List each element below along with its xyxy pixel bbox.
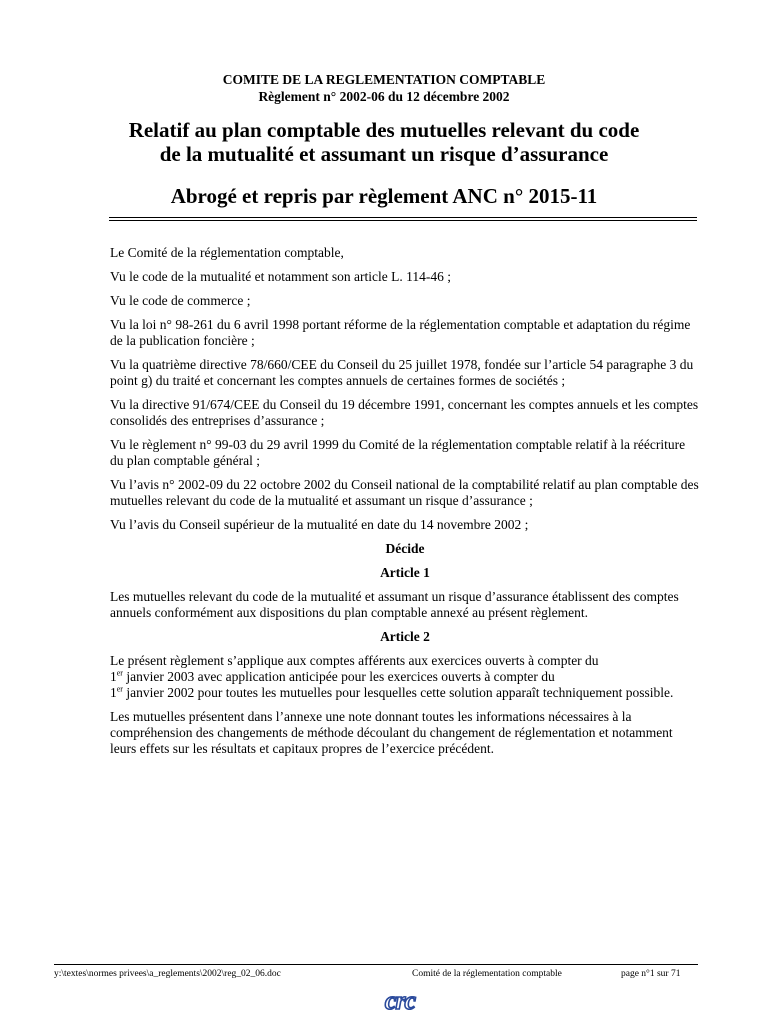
subtitle: Abrogé et repris par règlement ANC n° 2015-11 bbox=[170, 184, 598, 208]
committee-name: COMITE DE LA REGLEMENTATION COMPTABLE bbox=[222, 72, 546, 87]
visa-avis-cnc: Vu l’avis n° 2002-09 du 22 octobre 2002 du Conseil national de la comptabilité relatif au plan comptable des mutuelles relevant du code de la mutualité et assumant un risque d’assurance ; bbox=[110, 477, 699, 508]
ordinal-2-number: 1 bbox=[110, 685, 117, 700]
article-2-text bbox=[110, 653, 700, 701]
title-rule-bottom bbox=[109, 220, 697, 221]
regulation-number: Règlement n° 2002-06 du 12 décembre 2002 bbox=[258, 89, 510, 104]
article-2-part-2: janvier 2003 avec application anticipée pour les exercices ouverts à compter du bbox=[122, 669, 555, 684]
title-rule-top bbox=[109, 217, 697, 218]
visa-directive-91: Vu la directive 91/674/CEE du Conseil du 19 décembre 1991, concernant les comptes annuels et les comptes consolidés des entreprises d’assurance ; bbox=[110, 397, 699, 428]
footer-committee: Comité de la réglementation comptable bbox=[412, 969, 562, 979]
ordinal-2-suffix: er bbox=[116, 684, 123, 694]
footer-file-path: y:\textes\normes privees\a_reglements\2002\reg_02_06.doc bbox=[54, 969, 281, 979]
decide-heading: Décide bbox=[385, 541, 425, 556]
visa-avis-csm: Vu l’avis du Conseil supérieur de la mutualité en date du 14 novembre 2002 ; bbox=[110, 517, 529, 532]
ordinal-1-suffix: er bbox=[116, 668, 123, 678]
visa-commerce: Vu le code de commerce ; bbox=[110, 293, 251, 308]
footer-page-number: page n°1 sur 71 bbox=[621, 969, 681, 979]
visa-loi: Vu la loi n° 98-261 du 6 avril 1998 portant réforme de la réglementation comptable et adaptation du régime de la publication foncière ; bbox=[110, 317, 691, 348]
visa-reglement-99: Vu le règlement n° 99-03 du 29 avril 1999 du Comité de la réglementation comptable relatif à la réécriture du plan comptable général ; bbox=[110, 437, 686, 468]
visa-directive-78: Vu la quatrième directive 78/660/CEE du Conseil du 25 juillet 1978, fondée sur l’article 54 paragraphe 3 du point g) du traité et concernant les comptes annuels de certaines formes de sociétés ; bbox=[110, 357, 694, 388]
document-body bbox=[110, 245, 700, 765]
article-1-text: Les mutuelles relevant du code de la mutualité et assumant un risque d’assurance établissent des comptes annuels conformément aux dispositions du plan comptable annexé au présent règlement. bbox=[110, 589, 679, 620]
visa-mutualite: Vu le code de la mutualité et notamment son article L. 114-46 ; bbox=[110, 269, 451, 284]
article-2-part-3: janvier 2002 pour toutes les mutuelles pour lesquelles cette solution apparaît techniquement possible. bbox=[122, 685, 674, 700]
title-line-1: Relatif au plan comptable des mutuelles relevant du code bbox=[128, 118, 640, 142]
ordinal-1-number: 1 bbox=[110, 669, 117, 684]
crc-logo-text: crc bbox=[384, 986, 416, 1015]
crc-logo bbox=[376, 986, 424, 1016]
preamble-line: Le Comité de la réglementation comptable, bbox=[110, 245, 344, 260]
article-2-heading: Article 2 bbox=[380, 629, 430, 644]
article-2-text-2: Les mutuelles présentent dans l’annexe une note donnant toutes les informations nécessaires à la compréhension des changements de méthode découlant du changement de réglementation et notamment leurs effets sur les résultats et capitaux propres de l’exercice précédent. bbox=[110, 709, 673, 756]
article-2-part-1: Le présent règlement s’applique aux comptes afférents aux exercices ouverts à compter du bbox=[110, 653, 599, 668]
footer-rule bbox=[54, 964, 698, 965]
article-1-heading: Article 1 bbox=[380, 565, 430, 580]
title-line-2: de la mutualité et assumant un risque d’assurance bbox=[159, 142, 609, 166]
